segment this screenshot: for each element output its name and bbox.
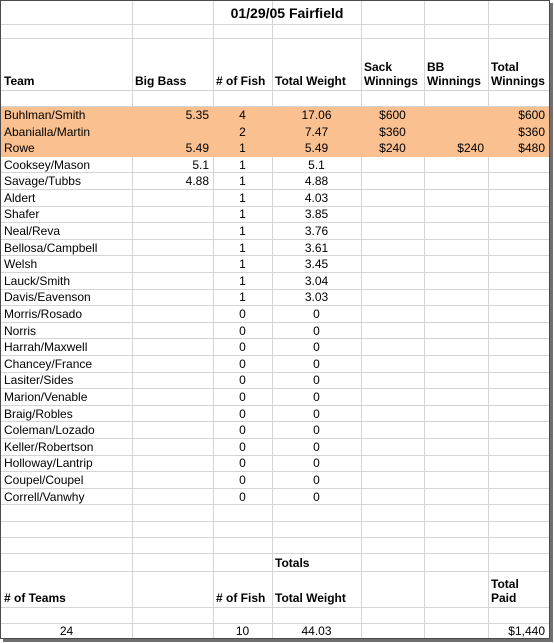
big-bass-value: [132, 356, 213, 372]
total-winnings-value: [488, 223, 549, 239]
totals-header-row: [1, 572, 549, 608]
totals-total-paid: $1,440: [508, 624, 545, 638]
header-bb-winnings: [424, 39, 488, 90]
team-name: Welsh: [4, 257, 38, 272]
big-bass-value: 4.88: [185, 174, 209, 189]
total-weight-value: 0: [313, 356, 320, 371]
bb-winnings-value: [424, 290, 488, 306]
totals-num-fish: 10: [235, 624, 250, 638]
total-winnings-value: [488, 472, 549, 488]
team-name: Coleman/Lozado: [4, 423, 95, 438]
table-row: [1, 107, 549, 124]
total-winnings-value: $600: [518, 108, 545, 123]
sack-winnings-value: [361, 207, 424, 223]
team-name: Abanialla/Martin: [4, 124, 91, 139]
total-winnings-value: [488, 290, 549, 306]
spacer-row: [1, 25, 549, 39]
team-name: Chancey/France: [4, 356, 93, 371]
totals-values-row: [1, 624, 549, 638]
bb-winnings-value: [424, 207, 488, 223]
totals-total-weight: 44.03: [301, 624, 332, 638]
big-bass-value: [132, 207, 213, 223]
fish-count: 0: [239, 306, 246, 321]
sack-winnings-value: [361, 240, 424, 256]
sack-winnings-value: [361, 456, 424, 472]
total-weight-value: 3.45: [304, 257, 329, 272]
table-row: [1, 456, 549, 473]
totals-label: Totals: [275, 555, 310, 570]
table-row: [1, 373, 549, 390]
big-bass-value: [132, 256, 213, 272]
fish-count: 0: [239, 340, 246, 355]
team-name: Neal/Reva: [4, 223, 61, 238]
table-row: [1, 173, 549, 190]
fish-count: 0: [239, 356, 246, 371]
sack-winnings-value: [361, 290, 424, 306]
bb-winnings-value: [424, 406, 488, 422]
table-row: [1, 389, 549, 406]
header-sack-line1: Sack: [364, 60, 393, 74]
total-winnings-value: $480: [518, 141, 545, 156]
table-row: [1, 406, 549, 423]
table-row: [1, 207, 549, 224]
total-winnings-value: [488, 190, 549, 206]
total-weight-value: 3.61: [304, 240, 329, 255]
sack-winnings-value: [361, 389, 424, 405]
table-row: [1, 290, 549, 307]
total-weight-value: 0: [313, 489, 320, 504]
sack-winnings-value: [361, 472, 424, 488]
sack-winnings-value: $600: [379, 108, 406, 123]
fish-count: 1: [239, 207, 246, 222]
bb-winnings-value: [424, 223, 488, 239]
bb-winnings-value: [424, 107, 488, 124]
bb-winnings-value: [424, 124, 488, 141]
table-row: [1, 157, 549, 174]
bb-winnings-value: [424, 256, 488, 272]
totals-total-weight-label: Total Weight: [275, 591, 346, 605]
sack-winnings-value: [361, 422, 424, 438]
team-name: Morris/Rosado: [4, 306, 83, 321]
total-weight-value: 0: [313, 439, 320, 454]
big-bass-value: [132, 439, 213, 455]
bb-winnings-value: [424, 456, 488, 472]
team-name: Keller/Robertson: [4, 439, 94, 454]
big-bass-value: 5.35: [185, 108, 209, 123]
total-weight-value: 3.85: [304, 207, 329, 222]
table-row: [1, 422, 549, 439]
fish-count: 1: [239, 273, 246, 288]
team-name: Correll/Vanwhy: [4, 489, 85, 504]
sack-winnings-value: [361, 489, 424, 505]
total-winnings-value: [488, 356, 549, 372]
big-bass-value: [132, 456, 213, 472]
header-total-winnings: [488, 39, 549, 90]
big-bass-value: [132, 339, 213, 355]
total-weight-value: 0: [313, 340, 320, 355]
team-name: Coupel/Coupel: [4, 472, 84, 487]
header-big-bass: Big Bass: [135, 74, 187, 88]
total-weight-value: 17.06: [301, 108, 332, 123]
sack-winnings-value: [361, 256, 424, 272]
table-row: [1, 356, 549, 373]
total-weight-value: 0: [313, 389, 320, 404]
spacer-row: [1, 91, 549, 107]
sack-winnings-value: [361, 439, 424, 455]
sheet-shadow: [550, 3, 553, 642]
total-winnings-value: [488, 323, 549, 339]
total-weight-value: 0: [313, 456, 320, 471]
fish-count: 0: [239, 472, 246, 487]
title-row: [1, 1, 549, 25]
bb-winnings-value: [424, 240, 488, 256]
total-winnings-value: [488, 256, 549, 272]
total-winnings-value: [488, 373, 549, 389]
big-bass-value: [132, 406, 213, 422]
total-winnings-value: [488, 157, 549, 173]
total-weight-value: 3.03: [304, 290, 329, 305]
fish-count: 1: [239, 223, 246, 238]
bb-winnings-value: [424, 373, 488, 389]
header-sack-winnings: [361, 39, 424, 90]
table-row: [1, 306, 549, 323]
total-weight-value: 0: [313, 423, 320, 438]
total-winnings-value: [488, 489, 549, 505]
sheet-shadow: [3, 639, 553, 642]
sack-winnings-value: [361, 273, 424, 289]
header-bb-line1: BB: [427, 60, 445, 74]
bb-winnings-value: [424, 306, 488, 322]
total-winnings-value: $360: [518, 124, 545, 139]
header-total-line2: Winnings: [491, 74, 545, 88]
fish-count: 0: [239, 439, 246, 454]
big-bass-value: [132, 273, 213, 289]
total-winnings-value: [488, 173, 549, 189]
total-weight-value: 3.04: [304, 273, 329, 288]
bb-winnings-value: [424, 439, 488, 455]
total-winnings-value: [488, 207, 549, 223]
table-row: [1, 439, 549, 456]
table-row: [1, 140, 549, 157]
totals-num-fish-label: # of Fish: [216, 591, 266, 605]
table-row: [1, 489, 549, 506]
total-winnings-value: [488, 456, 549, 472]
big-bass-value: [132, 240, 213, 256]
big-bass-value: [132, 323, 213, 339]
header-row: [1, 39, 549, 91]
totals-total-paid-line2: Paid: [491, 591, 517, 605]
bb-winnings-value: [424, 472, 488, 488]
total-weight-value: 3.76: [304, 223, 329, 238]
sack-winnings-value: [361, 306, 424, 322]
big-bass-value: [132, 190, 213, 206]
total-weight-value: 0: [313, 373, 320, 388]
team-name: Lasiter/Sides: [4, 373, 74, 388]
big-bass-value: [132, 489, 213, 505]
team-name: Shafer: [4, 207, 40, 222]
spacer-row: [1, 608, 549, 624]
fish-count: 2: [239, 124, 246, 139]
fish-count: 1: [239, 190, 246, 205]
team-name: Aldert: [4, 190, 36, 205]
big-bass-value: 5.1: [192, 157, 209, 172]
total-weight-value: 4.88: [304, 174, 329, 189]
fish-count: 1: [239, 157, 246, 172]
team-name: Marion/Venable: [4, 389, 88, 404]
sack-winnings-value: [361, 339, 424, 355]
big-bass-value: [132, 290, 213, 306]
total-weight-value: 5.49: [304, 141, 329, 156]
spacer-row: [1, 522, 549, 538]
team-name: Lauck/Smith: [4, 273, 71, 288]
sack-winnings-value: [361, 190, 424, 206]
totals-label-row: [1, 554, 549, 572]
total-weight-value: 0: [313, 323, 320, 338]
team-name: Norris: [4, 323, 36, 338]
fish-count: 0: [239, 406, 246, 421]
header-total-weight: Total Weight: [275, 74, 346, 88]
fish-count: 1: [239, 257, 246, 272]
big-bass-value: 5.49: [185, 141, 209, 156]
sack-winnings-value: [361, 323, 424, 339]
bb-winnings-value: [424, 190, 488, 206]
bb-winnings-value: [424, 173, 488, 189]
total-winnings-value: [488, 339, 549, 355]
fish-count: 0: [239, 456, 246, 471]
sack-winnings-value: [361, 373, 424, 389]
team-name: Davis/Eavenson: [4, 290, 91, 305]
big-bass-value: [132, 306, 213, 322]
header-num-fish: # of Fish: [216, 74, 266, 88]
fish-count: 1: [239, 290, 246, 305]
team-name: Holloway/Lantrip: [4, 456, 93, 471]
table-row: [1, 256, 549, 273]
bb-winnings-value: [424, 422, 488, 438]
total-weight-value: 0: [313, 306, 320, 321]
fish-count: 0: [239, 423, 246, 438]
team-name: Harrah/Maxwell: [4, 340, 88, 355]
totals-total-paid-label: [488, 572, 549, 607]
total-winnings-value: [488, 439, 549, 455]
total-winnings-value: [488, 406, 549, 422]
bb-winnings-value: [424, 323, 488, 339]
table-row: [1, 339, 549, 356]
sack-winnings-value: [361, 157, 424, 173]
header-bb-line2: Winnings: [427, 74, 481, 88]
fish-count: 1: [239, 174, 246, 189]
spacer-row: [1, 538, 549, 554]
bb-winnings-value: [424, 389, 488, 405]
team-name: Savage/Tubbs: [4, 174, 81, 189]
total-weight-value: 7.47: [304, 124, 329, 139]
fish-count: 0: [239, 389, 246, 404]
fish-count: 0: [239, 489, 246, 504]
bb-winnings-value: [424, 339, 488, 355]
total-winnings-value: [488, 306, 549, 322]
bb-winnings-value: [424, 157, 488, 173]
total-weight-value: 0: [313, 472, 320, 487]
fish-count: 4: [239, 108, 246, 123]
totals-num-teams-label: # of Teams: [4, 591, 66, 605]
header-total-line1: Total: [491, 60, 519, 74]
header-team: Team: [4, 74, 35, 88]
totals-total-paid-line1: Total: [491, 577, 519, 591]
sack-winnings-value: [361, 406, 424, 422]
team-name: Buhlman/Smith: [4, 108, 86, 123]
bb-winnings-value: [424, 489, 488, 505]
table-row: [1, 190, 549, 207]
table-row: [1, 323, 549, 340]
total-weight-value: 0: [313, 406, 320, 421]
big-bass-value: [132, 124, 213, 141]
total-winnings-value: [488, 422, 549, 438]
totals-num-teams: 24: [59, 624, 74, 638]
total-winnings-value: [488, 273, 549, 289]
total-winnings-value: [488, 389, 549, 405]
fish-count: 0: [239, 373, 246, 388]
bb-winnings-value: $240: [457, 141, 484, 156]
fish-count: 1: [239, 240, 246, 255]
table-row: [1, 472, 549, 489]
bb-winnings-value: [424, 356, 488, 372]
big-bass-value: [132, 389, 213, 405]
header-sack-line2: Winnings: [364, 74, 418, 88]
team-name: Bellosa/Campbell: [4, 240, 98, 255]
total-weight-value: 4.03: [304, 190, 329, 205]
table-row: [1, 223, 549, 240]
total-winnings-value: [488, 240, 549, 256]
table-row: [1, 273, 549, 290]
big-bass-value: [132, 373, 213, 389]
spacer-row: [1, 506, 549, 522]
bb-winnings-value: [424, 273, 488, 289]
team-name: Braig/Robles: [4, 406, 73, 421]
big-bass-value: [132, 472, 213, 488]
total-weight-value: 5.1: [308, 157, 325, 172]
sack-winnings-value: [361, 173, 424, 189]
big-bass-value: [132, 422, 213, 438]
sack-winnings-value: [361, 223, 424, 239]
fish-count: 1: [239, 141, 246, 156]
table-row: [1, 124, 549, 141]
sack-winnings-value: $360: [379, 124, 406, 139]
team-name: Cooksey/Mason: [4, 157, 91, 172]
fish-count: 0: [239, 323, 246, 338]
sack-winnings-value: [361, 356, 424, 372]
table-row: [1, 240, 549, 257]
team-name: Rowe: [4, 141, 35, 156]
sack-winnings-value: $240: [379, 141, 406, 156]
sheet-title: 01/29/05 Fairfield: [230, 4, 344, 21]
big-bass-value: [132, 223, 213, 239]
